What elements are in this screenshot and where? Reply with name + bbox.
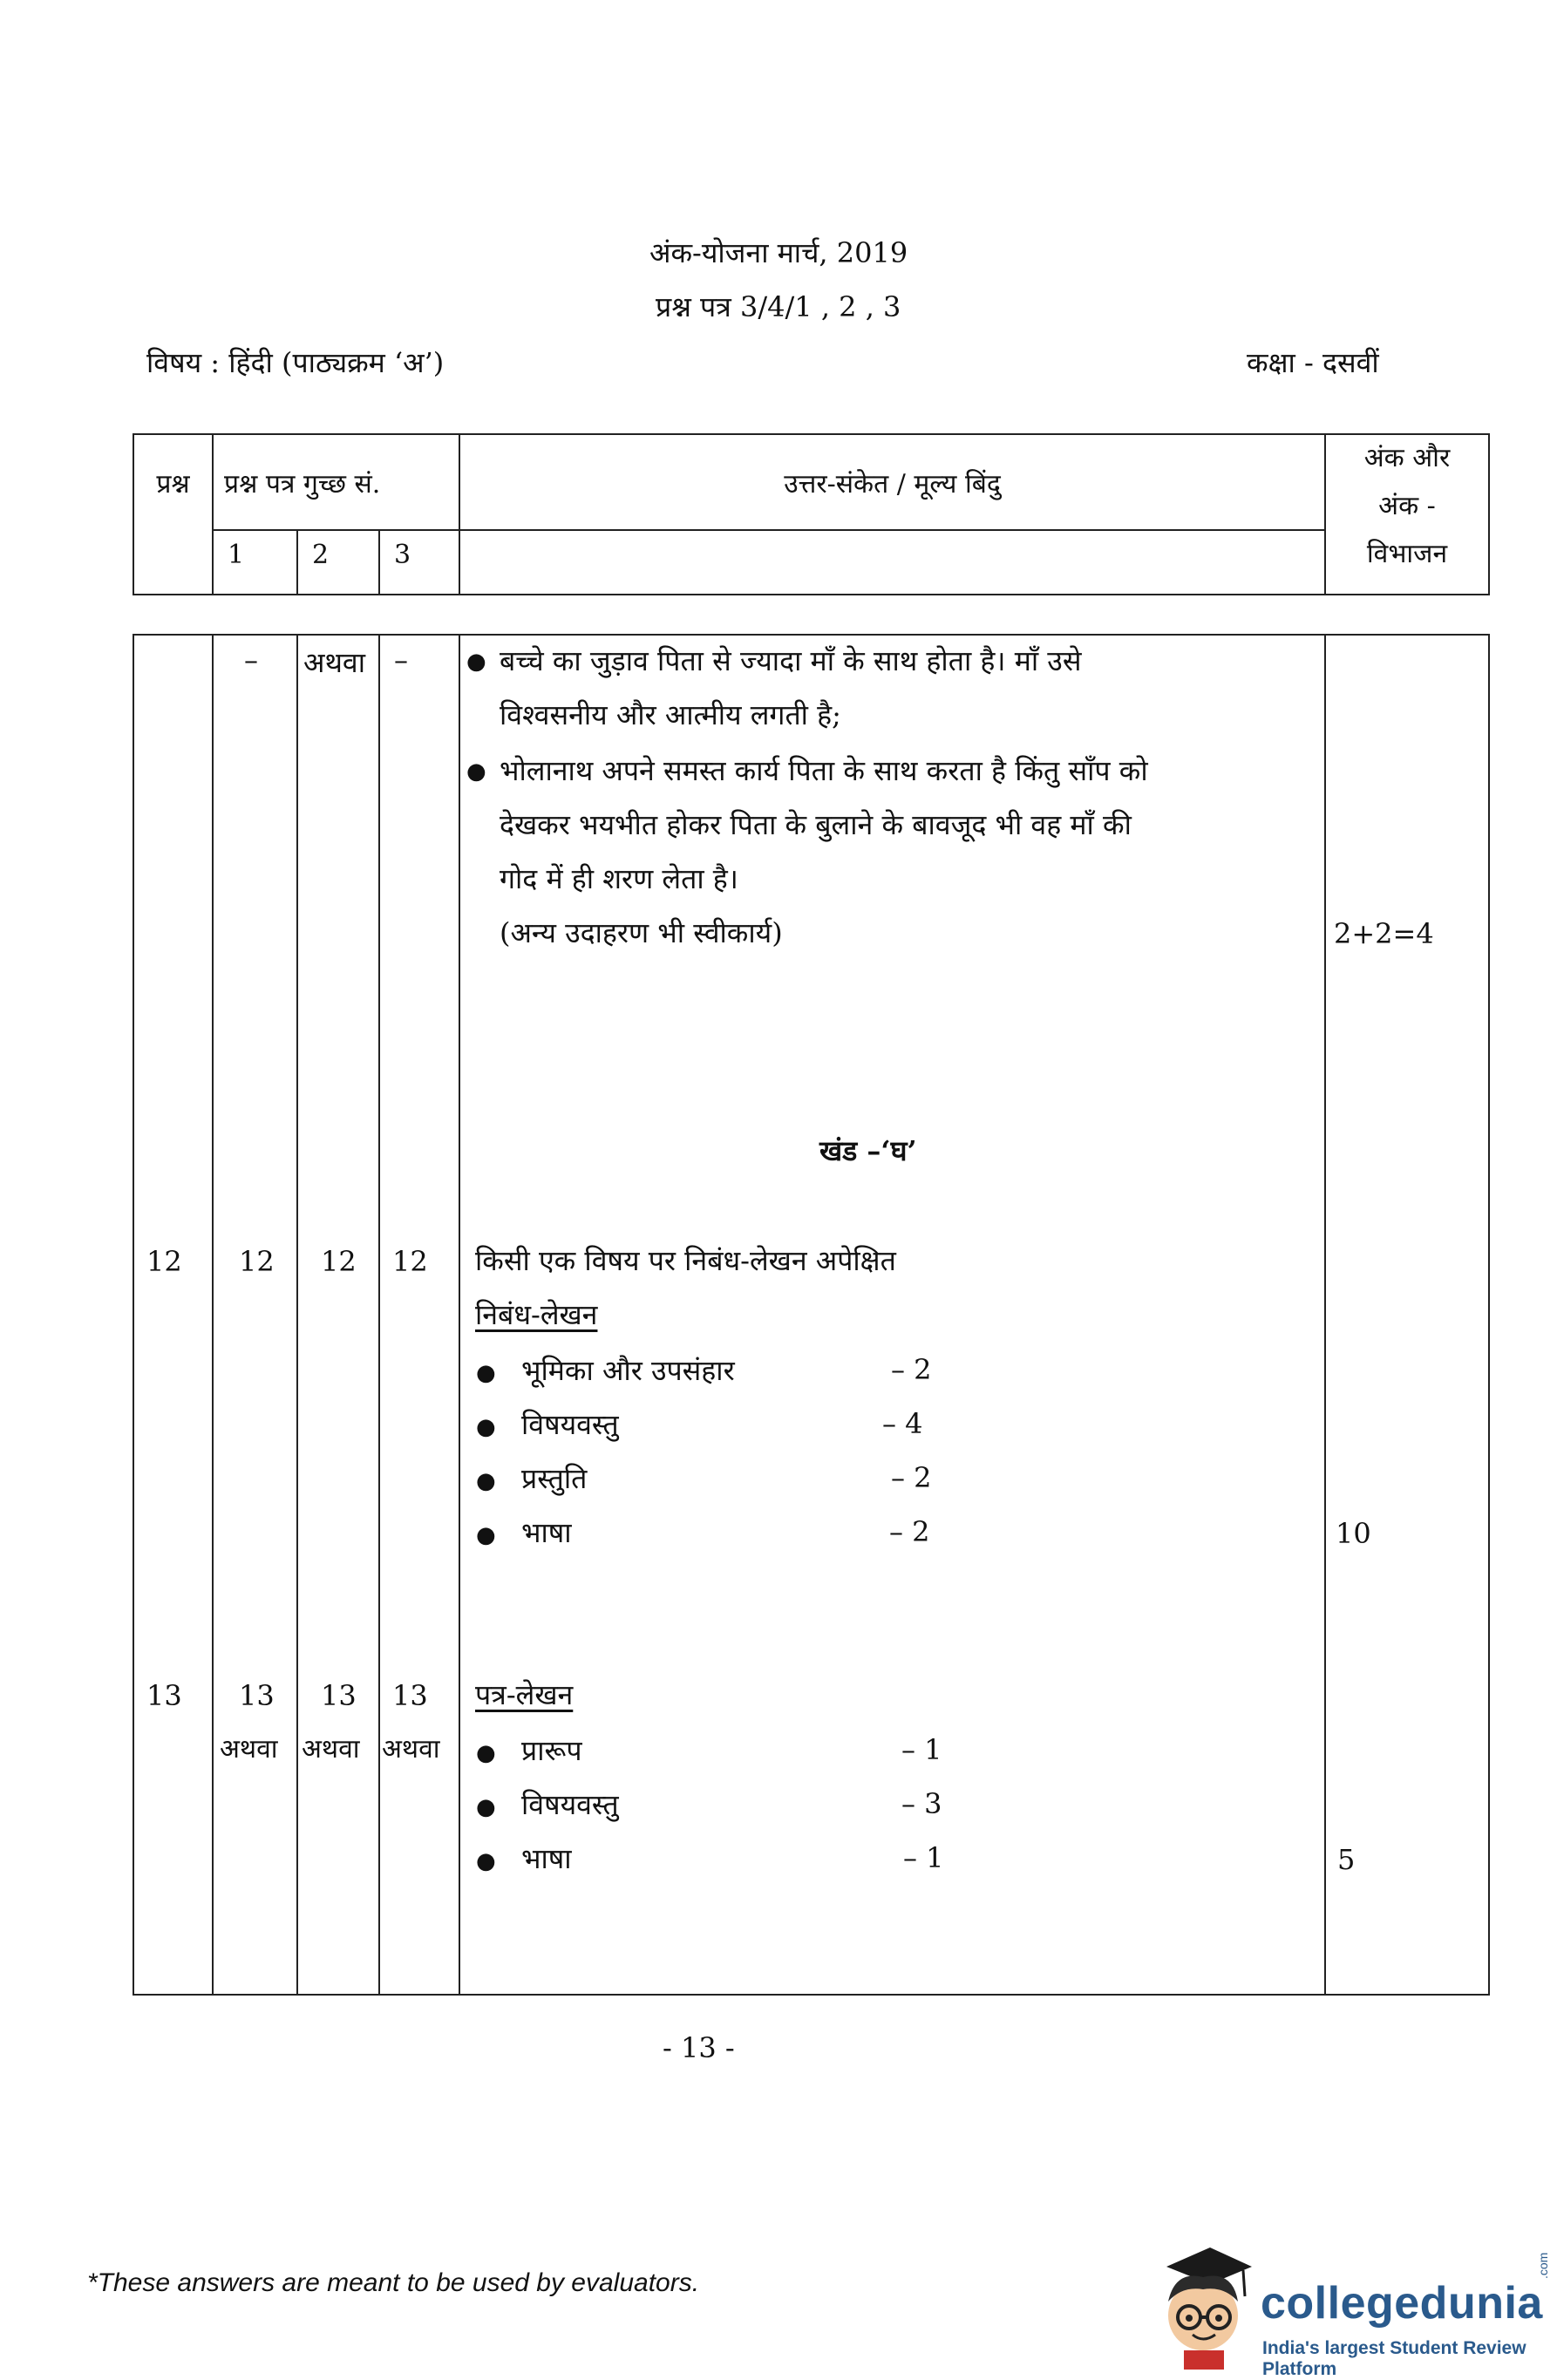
row13-set1-or: अथवा (220, 1734, 278, 1765)
row13-item-label: विषयवस्तु (521, 1788, 619, 1821)
row11-set3: – (394, 643, 408, 677)
row13-set2-or: अथवा (302, 1734, 360, 1765)
row13-item-label: भाषा (521, 1842, 572, 1875)
brand-name: collegedunia (1261, 2278, 1543, 2329)
row13-item-score: – 1 (903, 1841, 944, 1874)
row13-question: 13 (146, 1679, 182, 1712)
set-1-column (213, 635, 297, 1995)
subject-label: विषय : हिंदी (पाठ्यक्रम ‘अ’) (146, 346, 445, 379)
col-answer: उत्तर-संकेत / मूल्य बिंदु (459, 434, 1325, 530)
bullet-icon: ● (476, 1414, 496, 1440)
mascot-icon (1149, 2247, 1254, 2370)
row12-item-label: भूमिका और उपसंहार (521, 1354, 735, 1387)
row13-item-label: प्रारूप (521, 1734, 582, 1767)
row11-note: (अन्य उदाहरण भी स्वीकार्य) (500, 916, 783, 949)
row11-bullet1-line2: विश्वसनीय और आत्मीय लगती है; (500, 698, 841, 731)
answer-subheader (459, 530, 1325, 595)
row11-bullet2-line1: भोलानाथ अपने समस्त कार्य पिता के साथ करता है किंतु साँप को (500, 754, 1148, 787)
row11-bullet2-line3: गोद में ही शरण लेता है। (500, 862, 738, 895)
bullet-icon: ● (476, 1740, 496, 1766)
set-2-header: 2 (297, 530, 379, 595)
row12-item-score: – 4 (882, 1407, 923, 1440)
row13-heading: पत्र-लेखन (475, 1678, 574, 1711)
row11-bullet2-line2: देखकर भयभीत होकर पिता के बुलाने के बावजूद भी वह माँ की (500, 808, 1132, 841)
set-3-column (379, 635, 459, 1995)
document-title: अंक-योजना मार्च, 2019 (649, 236, 908, 269)
row13-set1: 13 (239, 1679, 275, 1712)
bullet-icon: ● (476, 1794, 496, 1820)
set-3-header: 3 (379, 530, 459, 595)
row11-set2: अथवा (303, 646, 365, 679)
brand-com: .com (1536, 2252, 1550, 2279)
page-number: - 13 - (663, 2031, 735, 2064)
row12-item-label: भाषा (521, 1516, 572, 1549)
section-title: खंड –‘घ’ (819, 1134, 917, 1167)
row12-item-score: – 2 (891, 1353, 932, 1386)
paper-code: प्रश्न पत्र 3/4/1 , 2 , 3 (656, 290, 901, 323)
col-paper-set: प्रश्न पत्र गुच्छ सं. (213, 434, 459, 530)
set-1-header: 1 (213, 530, 297, 595)
row13-set3-or: अथवा (382, 1734, 440, 1765)
row11-bullet1-line1: बच्चे का जुड़ाव पिता से ज्यादा माँ के साथ होता है। माँ उसे (500, 644, 1082, 677)
row12-item-label: विषयवस्तु (521, 1408, 619, 1441)
row12-set3: 12 (392, 1245, 428, 1278)
row11-set1: – (244, 643, 258, 677)
question-column (133, 635, 213, 1995)
brand-tagline: India's largest Student Review Platform (1262, 2338, 1526, 2379)
header-table (133, 433, 1490, 595)
row13-set3: 13 (392, 1679, 428, 1712)
row11-marks: 2+2=4 (1334, 917, 1434, 950)
row12-question: 12 (146, 1245, 182, 1278)
class-label: कक्षा - दसवीं (1247, 346, 1379, 379)
row12-intro: किसी एक विषय पर निबंध-लेखन अपेक्षित (475, 1244, 896, 1277)
col-question: प्रश्न (133, 434, 213, 595)
bullet-icon: ● (476, 1522, 496, 1548)
evaluator-note: *These answers are meant to be used by evaluators. (87, 2268, 700, 2297)
row12-item-score: – 2 (891, 1461, 932, 1494)
row13-marks: 5 (1337, 1843, 1356, 1876)
set-2-column (297, 635, 379, 1995)
row12-item-label: प्रस्तुति (521, 1462, 588, 1495)
row12-set1: 12 (239, 1245, 275, 1278)
bullet-icon: ● (476, 1848, 496, 1874)
collegedunia-logo (1149, 2247, 1550, 2379)
bullet-icon: ● (476, 1468, 496, 1494)
row13-set2: 13 (321, 1679, 357, 1712)
row13-item-score: – 3 (901, 1787, 942, 1820)
row12-marks: 10 (1336, 1517, 1371, 1550)
row13-item-score: – 1 (901, 1733, 942, 1766)
row12-item-score: – 2 (889, 1515, 930, 1548)
col-marks: अंक और अंक - विभाजन (1325, 434, 1489, 595)
row12-set2: 12 (321, 1245, 357, 1278)
bullet-icon: ● (466, 649, 486, 675)
bullet-icon: ● (466, 758, 486, 785)
row12-heading: निबंध-लेखन (475, 1298, 598, 1331)
bullet-icon: ● (476, 1360, 496, 1386)
marks-column (1325, 635, 1489, 1995)
